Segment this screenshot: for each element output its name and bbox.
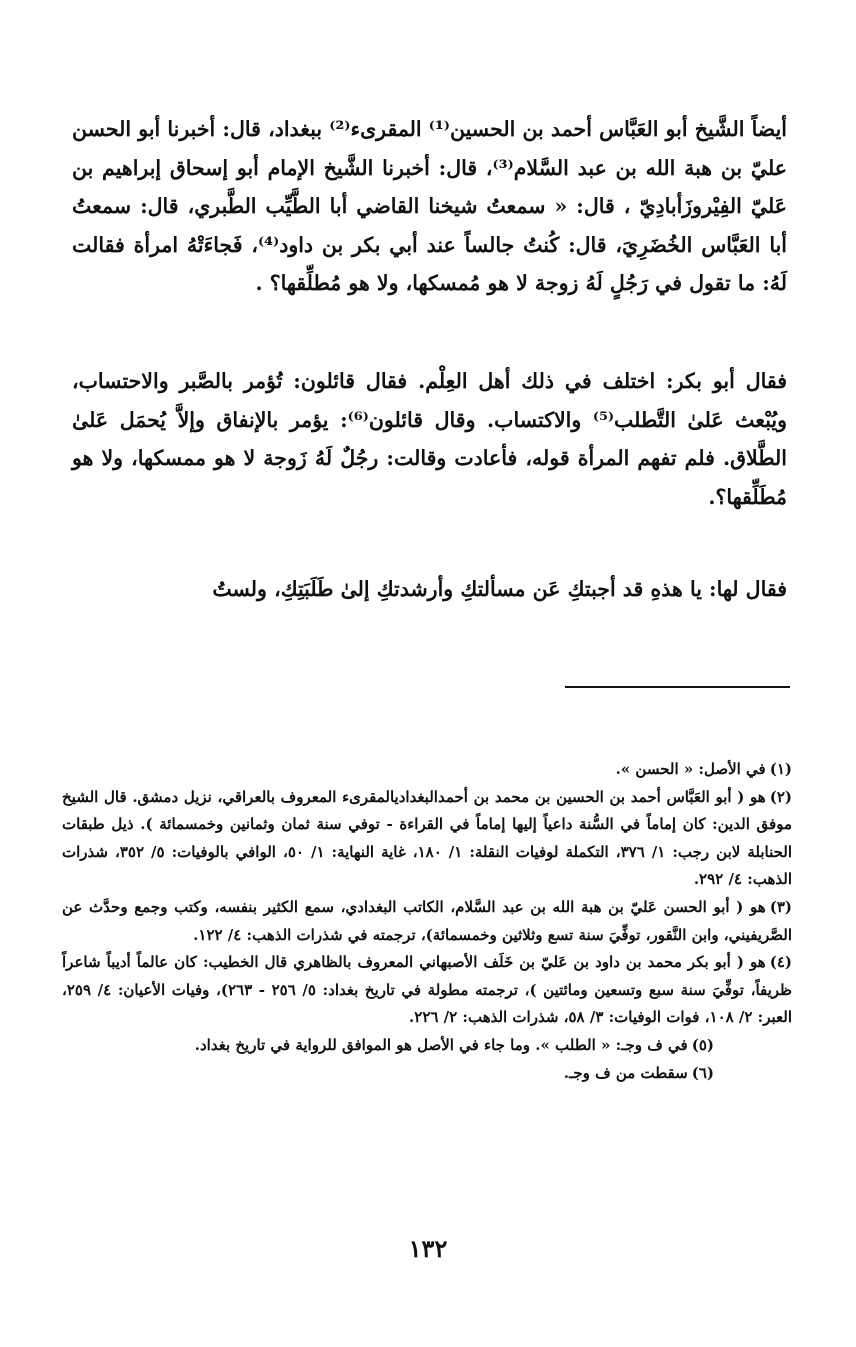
page-number: ١٣٢ — [408, 1234, 448, 1263]
footnote-number: (٥) — [691, 1035, 714, 1054]
footnote-text: سقطت من ف وجـ. — [563, 1063, 688, 1082]
footnote-number: (١) — [769, 760, 792, 778]
footnote-3 — [62, 894, 792, 949]
footnote-text: هو ( أبو بكر محمد بن داود بن عَليّ بن خَلَف الأصبهاني المعروف بالظاهري قال الخطيب: كان عالماً أديباً شاعراً ظريفاً، توفِّيَ سنة سبع وتسعين ومائتين )، ترجمته مطولة في تاريخ بغداد: ٥/ ٢٥٦ - ٢٦٣)، وفيات الأعيان: ٤/ ٢٥٩، العبر: ٢/ ١٠٨، فوات الوفيات: ٣/ ٥٨، شذرات الذهب: ٢/ ٢٢٦. — [62, 953, 792, 1027]
footnote-text: في الأصل: « الحسن ». — [615, 760, 766, 778]
footnote-text: هو ( أبو العَبَّاس أحمد بن الحسين بن محمد بن أحمدالبغداديالمقرىء المعروف بالعراقي، نزيل دمشق. قال الشيخ موفق الدين: كان إماماً في السُّنة داعياً إليها إماماً في القراءة - توفي سنة ثمان وثمانين وخمسمائة ). ذيل طبقات الحنابلة لابن رجب: ١/ ٣٧٦، التكملة لوفيات النقلة: ١/ ١٨٠، غاية النهاية: ١/ ٥٠، الوافي بالوفيات: ٥/ ٣٥٢، شذرات الذهب: ٤/ ٢٩٢. — [62, 787, 793, 889]
main-paragraph-1: أيضاً الشَّيخ أبو العَبَّاس أحمد بن الحسين⁽¹⁾ المقرىء⁽²⁾ ببغداد، قال: أخبرنا أبو الحسن عليّ بن هبة الله بن عبد السَّلام⁽³⁾، قال: أخبرنا الشَّيخ الإمام أبو إسحاق إبراهيم بن عَليّ الفِيْروزَأبادِيّ ، قال: « سمعتُ شيخنا القاضي أبا الطَّيِّب الطَّبري، قال: سمعتُ أبا العَبَّاس الخُضَرِيَ، قال: كُنتُ جالساً عند أبي بكر بن داود⁽⁴⁾، فَجاءَتْهُ امرأة فقالت لَهُ: ما تقول في رَجُلٍ لَهُ زوجة لا هو مُمسكها، ولا هو مُطلِّقها؟ . — [72, 117, 787, 295]
footnote-2 — [62, 784, 792, 894]
footnote-5 — [62, 1032, 792, 1060]
footnote-text: في ف وجـ: « الطلب ». وما جاء في الأصل هو الموافق للرواية في تاريخ بغداد. — [194, 1035, 688, 1054]
footnote-number: (٤) — [769, 953, 792, 972]
footnote-number: (٢) — [769, 787, 792, 806]
footnote-divider — [565, 686, 790, 688]
footnote-6 — [62, 1060, 792, 1088]
footnote-4 — [62, 949, 792, 1032]
main-paragraph-3: فقال لها: يا هذهِ قد أجبتكِ عَن مسألتكِ وأرشدتكِ إلىٰ طَلَبَتِكِ، ولستُ — [212, 577, 787, 601]
footnote-1 — [62, 756, 792, 784]
main-paragraph-2: فقال أبو بكر: اختلف في ذلك أهل العِلْم. فقال قائلون: تُؤمر بالصَّبر والاحتساب، ويُبْعث عَلىٰ التَّطلب⁽⁵⁾ والاكتساب. وقال قائلون⁽⁶⁾: يؤمر بالإنفاق وإلاَّ يُحمَل عَلىٰ الطَّلاق. فلم تفهم المرأة قوله، فأعادت وقالت: رجُلٌ لَهُ زَوجة لا هو ممسكها، ولا هو مُطَلِّقها؟. — [72, 369, 787, 509]
footnotes-section — [62, 756, 792, 1087]
footnote-number: (٦) — [691, 1063, 714, 1082]
footnote-text: هو ( أبو الحسن عَليّ بن هبة الله بن عبد السَّلام، الكاتب البغدادي، سمع الكثير بنفسه، وكتب وجمع وحدَّث عن الصَّريفيني، وابن النَّقور، توفِّيَ سنة تسع وثلاثين وخمسمائة)، ترجمته في شذرات الذهب: ٤/ ١٢٢. — [62, 897, 792, 944]
footnote-number: (٣) — [769, 897, 792, 916]
